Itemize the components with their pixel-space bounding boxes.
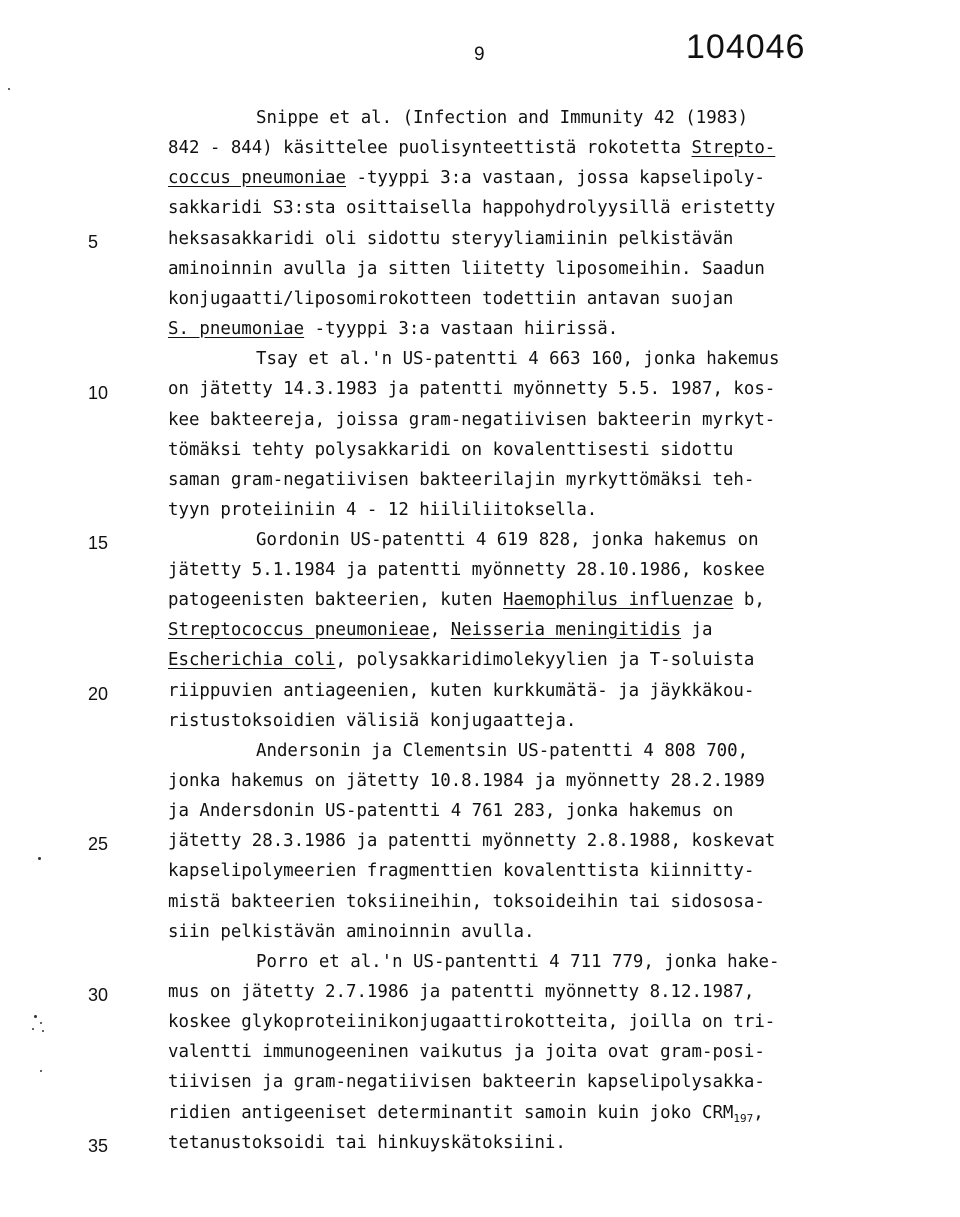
species-name: Haemophilus influenzae (503, 590, 734, 610)
species-name: coccus pneumoniae (168, 168, 346, 188)
text-line: konjugaatti/liposomirokotteen todettiin antavan suojan (168, 289, 734, 309)
line-number-10: 10 (88, 383, 109, 403)
line-number-30: 30 (88, 985, 109, 1005)
text-line (168, 620, 712, 640)
line-number-5: 5 (88, 232, 99, 252)
scan-speck (38, 857, 41, 860)
text-line: heksasakkaridi oli sidottu steryyliamiinin pelkistävän (168, 229, 734, 249)
text-line (168, 319, 618, 339)
text-line: mus on jätetty 2.7.1986 ja patentti myönnetty 8.12.1987, (168, 982, 755, 1002)
scan-speck (40, 1070, 42, 1072)
text-run: b, (733, 590, 765, 610)
page-number: 9 (474, 44, 485, 65)
text-run: patogeenisten bakteerien, kuten (168, 590, 504, 610)
text-run: , polysakkaridimolekyylien ja T-soluista (335, 650, 755, 670)
text-line (168, 168, 765, 188)
text-line: Andersonin ja Clementsin US-patentti 4 808 700, (256, 741, 749, 761)
text-line (168, 1103, 764, 1129)
species-name: Streptococcus pneumonieae (168, 620, 430, 640)
text-line: ja Andersdonin US-patentti 4 761 283, jonka hakemus on (168, 801, 734, 821)
text-line: Gordonin US-patentti 4 619 828, jonka hakemus on (256, 530, 759, 550)
line-number-15: 15 (88, 533, 109, 553)
text-line: aminoinnin avulla ja sitten liitetty liposomeihin. Saadun (168, 259, 765, 279)
text-run: -tyyppi 3:a vastaan hiirissä. (304, 319, 619, 339)
text-line: siin pelkistävän aminoinnin avulla. (168, 922, 535, 942)
text-line: on jätetty 14.3.1983 ja patentti myönnetty 5.5. 1987, kos- (168, 379, 776, 399)
text-line: valentti immunogeeninen vaikutus ja joita ovat gram-posi- (168, 1042, 765, 1062)
text-line: kapselipolymeerien fragmenttien kovalenttista kiinnitty- (168, 861, 755, 881)
text-line (168, 590, 765, 610)
text-line: Porro et al.'n US-pantentti 4 711 779, jonka hake- (256, 952, 780, 972)
species-name: S. pneumoniae (168, 319, 305, 339)
text-line: ristustoksoidien välisiä konjugaatteja. (168, 711, 577, 731)
species-name: Escherichia coli (168, 650, 336, 670)
line-number-35: 35 (88, 1136, 109, 1156)
text-line (168, 138, 775, 158)
text-run: ridien antigeeniset determinantit samoin kuin joko CRM (168, 1103, 734, 1123)
text-line: Tsay et al.'n US-patentti 4 663 160, jonka hakemus (256, 349, 780, 369)
text-line (168, 650, 754, 670)
text-line: koskee glykoproteiinikonjugaattirokotteita, joilla on tri- (168, 1012, 776, 1032)
line-number-20: 20 (88, 684, 109, 704)
scan-speck (32, 1028, 34, 1030)
text-line: sakkaridi S3:sta osittaisella happohydrolyysillä eristetty (168, 198, 776, 218)
text-run: , (429, 620, 451, 640)
subscript: 197 (733, 1112, 754, 1125)
text-line: Snippe et al. (Infection and Immunity 42 (1983) (256, 108, 749, 128)
scan-speck (42, 1030, 44, 1032)
text-line: tiivisen ja gram-negatiivisen bakteerin kapselipolysakka- (168, 1072, 765, 1092)
text-line: mistä bakteerien toksiineihin, toksoideihin tai sidososa- (168, 892, 765, 912)
text-line: jätetty 28.3.1986 ja patentti myönnetty 2.8.1988, koskevat (168, 831, 776, 851)
text-line: tetanustoksoidi tai hinkuyskätoksiini. (168, 1133, 566, 1153)
text-run: -tyyppi 3:a vastaan, jossa kapselipoly- (346, 168, 765, 188)
text-line: tömäksi tehty polysakkaridi on kovalenttisesti sidottu (168, 440, 734, 460)
species-name: Neisseria meningitidis (450, 620, 682, 640)
text-line: kee bakteereja, joissa gram-negatiivisen bakteerin myrkyt- (168, 410, 776, 430)
patent-number: 104046 (686, 28, 806, 66)
scan-speck (34, 1015, 37, 1018)
text-run: 842 - 844) käsittelee puolisynteettistä rokotetta (168, 138, 692, 158)
text-line: jonka hakemus on jätetty 10.8.1984 ja myönnetty 28.2.1989 (168, 771, 765, 791)
text-run: , (753, 1103, 764, 1123)
text-run: ja (681, 620, 713, 640)
line-number-25: 25 (88, 834, 109, 854)
text-line: riippuvien antiageenien, kuten kurkkumätä- ja jäykkäkou- (168, 681, 755, 701)
text-line: saman gram-negatiivisen bakteerilajin myrkyttömäksi teh- (168, 470, 755, 490)
text-line: tyyn proteiiniin 4 - 12 hiililiitoksella. (168, 500, 598, 520)
scan-speck (40, 1022, 42, 1024)
species-name: Strepto- (691, 138, 776, 158)
text-line: jätetty 5.1.1984 ja patentti myönnetty 28.10.1986, koskee (168, 560, 765, 580)
scan-speck (8, 88, 10, 90)
